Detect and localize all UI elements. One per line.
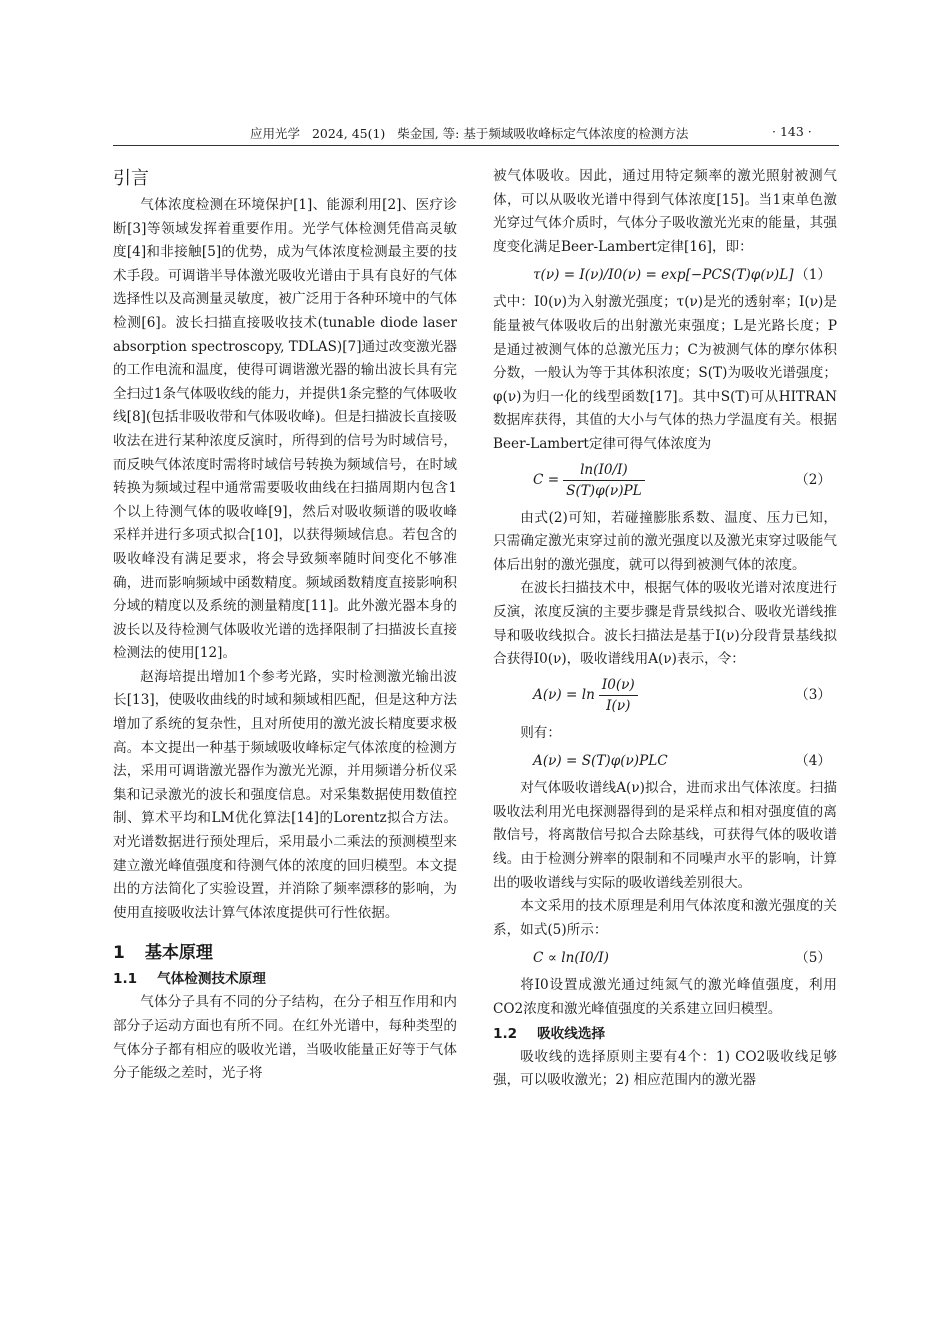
section-1-paragraph-5: 则有：	[520, 724, 561, 741]
intro-heading: 引言	[113, 168, 149, 189]
header-rule	[113, 145, 839, 146]
equation-2-denominator: S(T)φ(ν)PL	[566, 482, 642, 499]
subsection-1-2-heading	[493, 1022, 837, 1046]
equation-1-number: （1）	[795, 267, 831, 284]
intro-paragraph-1: 气体浓度检测在环境保护[1]、能源利用[2]、医疗诊断[3]等领域发挥着重要作用。光学气体检测凭借高灵敏度[4]和非接触[5]的优势，成为气体浓度检测最主要的技术手段。可调谐半导体激光吸收光谱由于具有良好的气体选择性以及高测量灵敏度，被广泛用于各种环境中的气体检测[6]。波长扫描直接吸收技术(tunable diode laser absorption spectroscopy, TDLAS)[7]通过改变激光器的工作电流和温度，使得可调谐激光器的输出波长具有完全扫过1条气体吸收线的能力，并提供1条完整的气体吸收线[8](包括非吸收带和气体吸收峰)。但是扫描波长直接吸收法在进行某种浓度反演时，所得到的信号为时域信号，而反映气体浓度时需将时域信号转换为频域信号，在时域转换为频域过程中通常需要吸收曲线在扫描周期内包含1个以上待测气体的吸收峰[9]，然后对吸收频谱的吸收峰采样并进行多项式拟合[10]，以获得频域信息。若包含的吸收峰没有满足要求，将会导致频率随时间变化不够准确，进而影响频域中函数精度。频域函数精度直接影响积分域的精度以及系统的测量精度[11]。此外激光器本身的波长以及待检测气体吸收光谱的选择限制了扫描波长直接检测法的使用[12]。	[113, 197, 457, 662]
section-1-paragraph-2: 式中：I0(ν)为入射激光强度；τ(ν)是光的透射率；I(ν)是能量被气体吸收后的出射激光束强度；L是光路长度；P是通过被测气体的总激光压力；C为被测气体的摩尔体积分数，一般认为等于其体积浓度；S(T)为吸收光谱强度；φ(ν)为归一化的线型函数[17]。其中S(T)可从HITRAN数据库获得，其值的大小与气体的热力学温度有关。根据Beer-Lambert定律可得气体浓度为	[493, 294, 837, 452]
equation-4	[493, 748, 837, 774]
section-1-title: 基本原理	[144, 943, 213, 964]
equation-3-fraction	[599, 675, 638, 716]
intro-paragraph-2: 赵海培提出增加1个参考光路，实时检测激光输出波长[13]，使吸收曲线的时域和频域相匹配，但是这种方法增加了系统的复杂性，且对所使用的激光波长精度要求极高。本文提出一种基于频域吸收峰标定气体浓度的检测方法，采用可调谐激光器作为激光光源，并用频谱分析仪采集和记录激光的波长和强度信息。对采集数据使用数值控制、算术平均和LM优化算法[14]的Lorentz拟合方法。对光谱数据进行预处理后，采用最小二乘法的预测模型来建立激光峰值强度和待测气体的浓度的回归模型。本文提出的方法简化了实验设置，并消除了频率漂移的影响，为使用直接吸收法计算气体浓度提供可行性依据。	[113, 668, 457, 921]
section-1-paragraph-1-left: 气体分子具有不同的分子结构，在分子相互作用和内部分子运动方面也有所不同。在红外光谱中，每种类型的气体分子都有相应的吸收光谱，当吸收能量正好等于气体分子能级之差时，光子将	[113, 994, 457, 1082]
equation-3-denominator: I(ν)	[606, 697, 631, 714]
journal-volume: 2024, 45(1)	[311, 126, 386, 141]
equation-3	[493, 675, 837, 719]
article-title: 柴金国, 等: 基于频域吸收峰标定气体浓度的检测方法	[397, 126, 689, 141]
equation-5-number: （5）	[795, 950, 831, 967]
section-1-paragraph-8: 将I0设置成激光通过纯氮气的激光峰值强度，利用CO2浓度和激光峰值强度的关系建立回归模型。	[493, 977, 837, 1018]
equation-1	[493, 262, 837, 288]
section-1-paragraph-1-right: 被气体吸收。因此，通过用特定频率的激光照射被测气体，可以从吸收光谱中得到气体浓度[15]。当1束单色激光穿过气体介质时，气体分子吸收激光光束的能量，其强度变化满足Beer-Lambert定律[16]，即：	[493, 168, 837, 255]
section-1-paragraph-4: 在波长扫描技术中，根据气体的吸收光谱对浓度进行反演，浓度反演的主要步骤是背景线拟合、吸收光谱线推导和吸收线拟合。波长扫描法是基于I(ν)分段背景基线拟合获得I0(ν)，吸收谱线用A(ν)表示，令：	[493, 580, 837, 668]
subsection-1-1-number: 1.1	[113, 971, 138, 988]
equation-2-lhs: C =	[533, 471, 560, 488]
equation-2-number: （2）	[795, 471, 831, 488]
equation-1-body: τ(ν) = I(ν)/I0(ν) = exp[−PCS(T)φ(ν)L]	[533, 267, 794, 284]
page-number: · 143 ·	[772, 124, 812, 139]
equation-3-lhs: A(ν) = ln	[533, 686, 595, 703]
running-header	[0, 120, 950, 144]
right-column	[493, 165, 837, 1093]
subsection-1-2-number: 1.2	[493, 1025, 518, 1042]
equation-2-fraction	[563, 460, 645, 501]
equation-5-body: C ∝ ln(I0/I)	[533, 950, 609, 967]
section-1-paragraph-6: 对气体吸收谱线A(ν)拟合，进而求出气体浓度。扫描吸收法利用光电探测器得到的是采样点和相对强度值的离散信号，将离散信号拟合去除基线，可获得气体的吸收谱线。由于检测分辨率的限制和不同噪声水平的影响，计算出的吸收谱线与实际的吸收谱线差别很大。	[493, 780, 837, 891]
equation-2	[493, 460, 837, 504]
section-1-paragraph-3: 由式(2)可知，若碰撞膨胀系数、温度、压力已知，只需确定激光束穿过前的激光强度以及激光束穿过吸能气体后出射的激光强度，就可以得到被测气体的浓度。	[493, 509, 837, 573]
header-journal-info	[250, 124, 688, 142]
subsection-1-2-title: 吸收线选择	[537, 1025, 606, 1042]
journal-name: 应用光学	[250, 126, 301, 141]
equation-4-body: A(ν) = S(T)φ(ν)PLC	[533, 753, 668, 770]
section-1-paragraph-7: 本文采用的技术原理是利用气体浓度和激光强度的关系，如式(5)所示：	[493, 898, 837, 938]
equation-3-numerator: I0(ν)	[599, 675, 638, 696]
subsection-1-1-title: 气体检测技术原理	[157, 971, 266, 988]
equation-3-number: （3）	[795, 686, 831, 703]
section-1-number: 1	[113, 943, 125, 964]
subsection-1-1-heading	[113, 967, 457, 991]
section-1-paragraph-9: 吸收线的选择原则主要有4个：1) CO2吸收线足够强，可以吸收激光；2) 相应范围内的激光器	[493, 1048, 837, 1089]
equation-2-numerator: ln(I0/I)	[563, 460, 645, 481]
equation-5	[493, 945, 837, 971]
section-1-heading	[113, 939, 457, 967]
equation-4-number: （4）	[795, 753, 831, 770]
left-column	[113, 165, 457, 1086]
